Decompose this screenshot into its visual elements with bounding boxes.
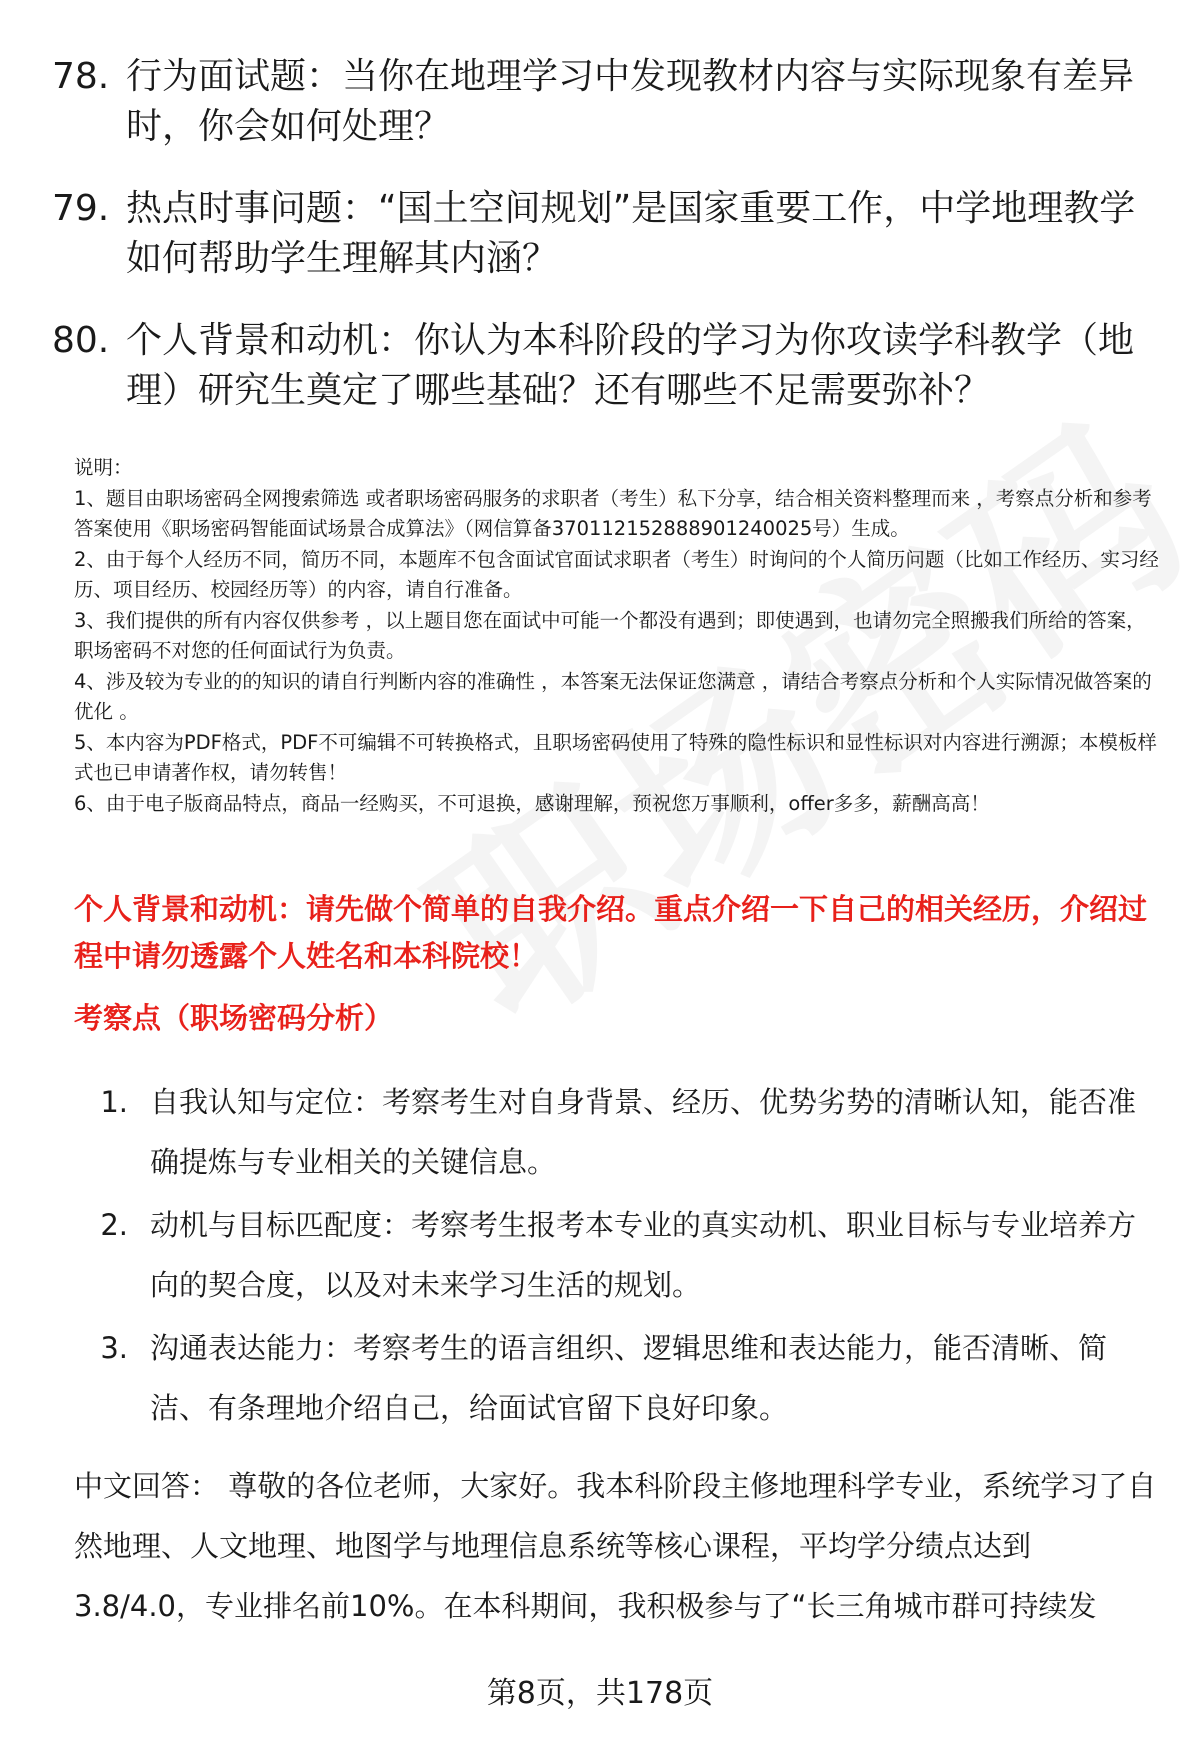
answer-text: 尊敬的各位老师，大家好。我本科阶段主修地理科学专业，系统学习了自然地理、人文地理、地图学与地理信息系统等核心课程，平均学分绩点达到3.8/4.0，专业排名前10%。在本科期间，我积极参与了“长三角城市群可持续发: [74, 1469, 1157, 1623]
analysis-point: [74, 1072, 1154, 1192]
analysis-points: [74, 1072, 1154, 1441]
interview-question-heading: 个人背景和动机：请先做个简单的自我介绍。重点介绍一下自己的相关经历，介绍过程中请勿透露个人姓名和本科院校！: [74, 892, 1148, 973]
question-text: 行为面试题：当你在地理学习中发现教材内容与实际现象有差异时，你会如何处理？: [126, 56, 1135, 147]
question-item: [52, 184, 1142, 284]
note-item: 6、由于电子版商品特点，商品一经购买，不可退换，感谢理解，预祝您万事顺利，offer多多，薪酬高高！: [74, 791, 990, 815]
notes-title: 说明：: [74, 456, 133, 479]
note-item: 1、题目由职场密码全网搜索筛选 或者职场密码服务的求职者（考生）私下分享，结合相关资料整理而来 ，考察点分析和参考答案使用《职场密码智能面试场景合成算法》（网信算备370112152888901240025号）生成。: [74, 486, 1152, 540]
point-text: 自我认知与定位：考察考生对自身背景、经历、优势劣势的清晰认知，能否准确提炼与专业相关的关键信息。: [150, 1085, 1137, 1179]
analysis-point: [74, 1318, 1154, 1438]
question-number: 78.: [52, 56, 110, 97]
point-number: 2.: [100, 1208, 128, 1242]
question-list: [52, 52, 1142, 448]
analysis-point: [74, 1195, 1154, 1315]
point-number: 1.: [100, 1085, 128, 1119]
question-number: 79.: [52, 188, 110, 229]
question-text: 个人背景和动机：你认为本科阶段的学习为你攻读学科教学（地理）研究生奠定了哪些基础？还有哪些不足需要弥补？: [126, 320, 1135, 411]
point-text: 动机与目标匹配度：考察考生报考本专业的真实动机、职业目标与专业培养方向的契合度，以及对未来学习生活的规划。: [150, 1208, 1137, 1302]
note-item: 4、涉及较为专业的的知识的请自行判断内容的准确性 ，本答案无法保证您满意 ，请结合考察点分析和个人实际情况做答案的优化 。: [74, 669, 1152, 723]
analysis-heading: 考察点（职场密码分析）: [74, 1001, 394, 1035]
page-footer: 第8页，共178页: [486, 1676, 714, 1711]
answer-paragraph: [74, 1456, 1160, 1636]
question-item: [52, 52, 1142, 152]
notes-section: [74, 453, 1160, 819]
note-item: 2、由于每个人经历不同，简历不同，本题库不包含面试官面试求职者（考生）时询问的个人简历问题（比如工作经历、实习经历、项目经历、校园经历等）的内容，请自行准备。: [74, 547, 1159, 601]
question-number: 80.: [52, 320, 110, 361]
point-text: 沟通表达能力：考察考生的语言组织、逻辑思维和表达能力，能否清晰、简洁、有条理地介绍自己，给面试官留下良好印象。: [150, 1331, 1108, 1425]
point-number: 3.: [100, 1331, 128, 1365]
answer-label: 中文回答：: [74, 1469, 220, 1503]
note-item: 5、本内容为PDF格式，PDF不可编辑不可转换格式，且职场密码使用了特殊的隐性标识和显性标识对内容进行溯源；本模板样式也已申请著作权，请勿转售！: [74, 730, 1157, 784]
question-item: [52, 316, 1142, 416]
note-item: 3、我们提供的所有内容仅供参考 ，以上题目您在面试中可能一个都没有遇到；即使遇到，也请勿完全照搬我们所给的答案，职场密码不对您的任何面试行为负责。: [74, 608, 1146, 662]
question-text: 热点时事问题：“国土空间规划”是国家重要工作，中学地理教学如何帮助学生理解其内涵？: [126, 188, 1136, 279]
